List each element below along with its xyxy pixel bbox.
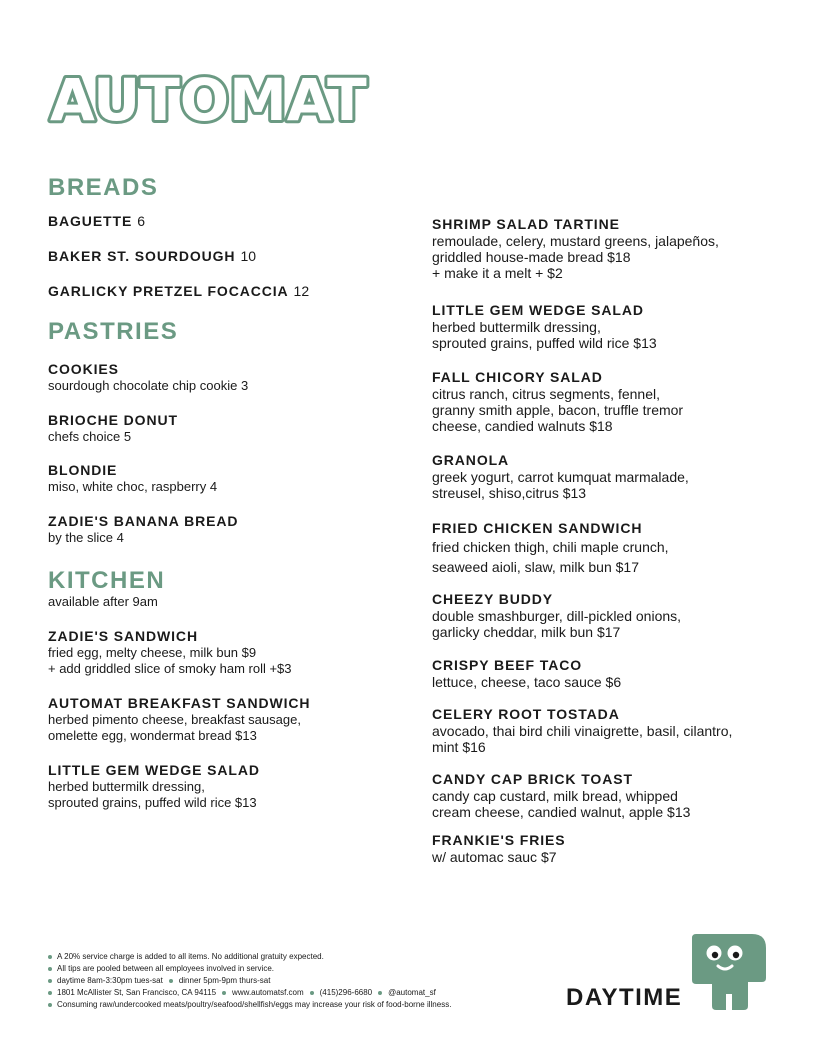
item-name: FRIED CHICKEN SANDWICH: [432, 520, 643, 536]
item-desc: chefs choice 5: [48, 429, 132, 444]
item-name: ZADIE'S BANANA BREAD: [48, 513, 239, 529]
item-desc: remoulade, celery, mustard greens, jalapeños, griddled house-made bread $18 + make it a melt + $2: [432, 233, 719, 281]
item-name: GARLICKY PRETZEL FOCACCIA: [48, 283, 289, 299]
item-name: BAKER ST. SOURDOUGH: [48, 248, 236, 264]
item-desc: candy cap custard, milk bread, whipped cream cheese, candied walnut, apple $13: [432, 788, 691, 820]
separator-dot: [169, 979, 173, 983]
separator-dot: [378, 991, 382, 995]
menu-item: [432, 302, 792, 351]
note-text: All tips are pooled between all employees involved in service.: [57, 964, 275, 973]
footer-note: [48, 975, 548, 987]
footer-notes: [48, 951, 548, 1011]
menu-item: [432, 706, 792, 755]
item-desc: herbed pimento cheese, breakfast sausage, omelette egg, wondermat bread $13: [48, 712, 301, 743]
bread-item: [48, 213, 408, 230]
bread-item: [48, 283, 408, 300]
item-name: FALL CHICORY SALAD: [432, 369, 603, 385]
daytime-label: DAYTIME: [566, 984, 683, 1011]
item-name: BLONDIE: [48, 462, 118, 478]
menu-item: [432, 216, 792, 281]
bread-item: [48, 248, 408, 265]
pastry-item: [48, 412, 408, 445]
item-name: AUTOMAT BREAKFAST SANDWICH: [48, 695, 311, 711]
footer-note: [48, 963, 548, 975]
item-name: SHRIMP SALAD TARTINE: [432, 216, 620, 232]
kitchen-item: [48, 628, 408, 677]
logo-text: AUTOMAT: [50, 66, 367, 134]
menu-item: [432, 520, 792, 577]
pastries-title: PASTRIES: [48, 318, 179, 345]
bullet-icon: [48, 1003, 52, 1007]
kitchen-item: [48, 695, 408, 744]
social-handle: @automat_sf: [388, 988, 436, 997]
item-name: CRISPY BEEF TACO: [432, 657, 583, 673]
breads-list: [48, 213, 408, 300]
menu-item: [432, 832, 792, 865]
item-desc: fried chicken thigh, chili maple crunch, seaweed aioli, slaw, milk bun $17: [432, 539, 669, 575]
phone-number: (415)296-6680: [319, 988, 373, 997]
footer-note: [48, 999, 548, 1011]
pastry-item: [48, 361, 408, 394]
item-name: GRANOLA: [432, 452, 510, 468]
item-desc: w/ automac sauc $7: [432, 849, 557, 865]
menu-item: [432, 591, 792, 640]
item-name: CELERY ROOT TOSTADA: [432, 706, 620, 722]
item-desc: avocado, thai bird chili vinaigrette, basil, cilantro, mint $16: [432, 723, 733, 755]
breads-title: BREADS: [48, 174, 159, 201]
item-desc: citrus ranch, citrus segments, fennel, granny smith apple, bacon, truffle tremor cheese, candied walnuts $18: [432, 386, 684, 434]
menu-item: [432, 452, 792, 501]
footer-note: [48, 951, 548, 963]
item-desc: by the slice 4: [48, 530, 124, 545]
menu-item: [432, 369, 792, 434]
right-column: [432, 216, 792, 865]
item-desc: double smashburger, dill-pickled onions, garlicky cheddar, milk bun $17: [432, 608, 682, 640]
left-column: [48, 174, 408, 811]
footer-note: [48, 987, 548, 999]
pastry-item: [48, 462, 408, 495]
item-name: LITTLE GEM WEDGE SALAD: [432, 302, 644, 318]
item-name: COOKIES: [48, 361, 119, 377]
address: 1801 McAllister St, San Francisco, CA 94115: [57, 988, 217, 997]
item-name: BRIOCHE DONUT: [48, 412, 178, 428]
pastries-list: [48, 361, 408, 546]
item-name: LITTLE GEM WEDGE SALAD: [48, 762, 260, 778]
bullet-icon: [48, 955, 52, 959]
item-name: CANDY CAP BRICK TOAST: [432, 771, 633, 787]
item-desc: lettuce, cheese, taco sauce $6: [432, 674, 622, 690]
item-price: 6: [137, 213, 145, 229]
kitchen-title: KITCHEN: [48, 567, 166, 594]
hours-daytime: daytime 8am-3:30pm tues-sat: [57, 976, 163, 985]
item-desc: sourdough chocolate chip cookie 3: [48, 378, 249, 393]
item-name: BAGUETTE: [48, 213, 133, 229]
kitchen-item: [48, 762, 408, 811]
item-name: ZADIE'S SANDWICH: [48, 628, 198, 644]
bullet-icon: [48, 991, 52, 995]
note-text: Consuming raw/undercooked meats/poultry/seafood/shellfish/eggs may increase your risk of food-borne illness.: [57, 1000, 452, 1009]
item-desc: fried egg, melty cheese, milk bun $9 + add griddled slice of smoky ham roll +$3: [48, 645, 292, 676]
bullet-icon: [48, 967, 52, 971]
item-name: CHEEZY BUDDY: [432, 591, 554, 607]
bullet-icon: [48, 979, 52, 983]
item-price: 12: [293, 283, 310, 299]
item-desc: miso, white choc, raspberry 4: [48, 479, 218, 494]
kitchen-list: [48, 628, 408, 811]
item-desc: herbed buttermilk dressing, sprouted grains, puffed wild rice $13: [48, 779, 257, 810]
mascot-icon: [690, 934, 768, 1010]
item-desc: greek yogurt, carrot kumquat marmalade, streusel, shiso,citrus $13: [432, 469, 689, 501]
website-link[interactable]: www.automatsf.com: [232, 988, 304, 997]
separator-dot: [310, 991, 314, 995]
kitchen-subtitle: available after 9am: [48, 594, 158, 609]
pastry-item: [48, 513, 408, 546]
item-name: FRANKIE'S FRIES: [432, 832, 566, 848]
menu-item: [432, 657, 792, 690]
separator-dot: [222, 991, 226, 995]
automat-logo: [46, 58, 391, 138]
hours-dinner: dinner 5pm-9pm thurs-sat: [178, 976, 271, 985]
menu-item: [432, 771, 792, 820]
item-desc: herbed buttermilk dressing, sprouted grains, puffed wild rice $13: [432, 319, 657, 351]
note-text: A 20% service charge is added to all items. No additional gratuity expected.: [57, 952, 324, 961]
item-price: 10: [240, 248, 257, 264]
